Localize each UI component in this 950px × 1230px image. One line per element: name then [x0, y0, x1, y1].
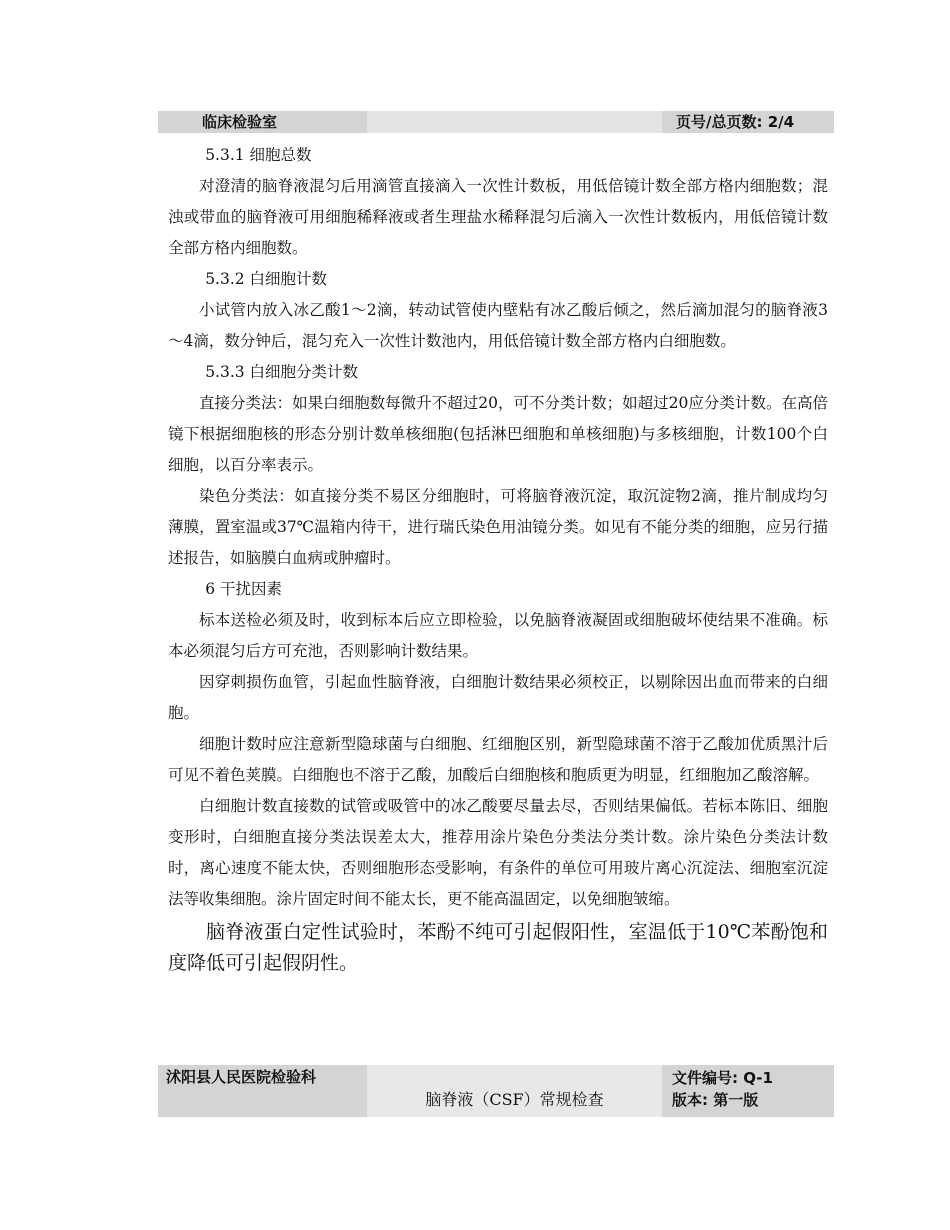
paragraph: 细胞计数时应注意新型隐球菌与白细胞、红细胞区别，新型隐球菌不溶于乙酸加优质黑汁后可见不着色荚膜。白细胞也不溶于乙酸，加酸后白细胞核和胞质更为明显，红细胞加乙酸溶解。 [168, 735, 828, 784]
section-heading-5-3-2: 5.3.2 白细胞计数 [205, 270, 328, 288]
paragraph: 白细胞计数直接数的试管或吸管中的冰乙酸要尽量去尽，否则结果偏低。若标本陈旧、细胞变形时，白细胞直接分类法误差太大，推荐用涂片染色分类法分类计数。涂片染色分类法计数时，离心速度不能太快，否则细胞形态受影响，有条件的单位可用玻片离心沉淀法、细胞室沉淀法等收集细胞。涂片固定时间不能太长，更不能高温固定，以免细胞皱缩。 [168, 797, 828, 908]
footer-hospital: 沭阳县人民医院检验科 [158, 1065, 367, 1117]
footer-document-number: 文件编号: Q-1 [672, 1069, 773, 1087]
header-spacer [367, 111, 662, 133]
section-heading-6: 6 干扰因素 [205, 580, 282, 598]
header-page-info: 页号/总页数: 2/4 [676, 113, 795, 131]
page-header [158, 111, 834, 133]
paragraph-large: 脑脊液蛋白定性试验时，苯酚不纯可引起假阳性，室温低于10℃苯酚饱和度降低可引起假阴性。 [168, 921, 828, 974]
section-heading-5-3-3: 5.3.3 白细胞分类计数 [205, 363, 359, 381]
paragraph: 因穿刺损伤血管，引起血性脑脊液，白细胞计数结果必须校正，以剔除因出血而带来的白细胞。 [168, 673, 828, 722]
page-footer [158, 1065, 834, 1117]
section-heading-5-3-1: 5.3.1 细胞总数 [205, 146, 312, 164]
footer-version: 版本: 第一版 [672, 1091, 759, 1109]
paragraph: 染色分类法：如直接分类不易区分细胞时，可将脑脊液沉淀，取沉淀物2滴，推片制成均匀薄膜，置室温或37℃温箱内待干，进行瑞氏染色用油镜分类。如见有不能分类的细胞，应另行描述报告，如脑膜白血病或肿瘤时。 [168, 487, 828, 567]
paragraph: 标本送检必须及时，收到标本后应立即检验，以免脑脊液凝固或细胞破坏使结果不准确。标本必须混匀后方可充池，否则影响计数结果。 [168, 611, 828, 660]
footer-document-title: 脑脊液（CSF）常规检查 [367, 1065, 662, 1117]
footer-meta [662, 1065, 834, 1117]
header-department: 临床检验室 [202, 113, 278, 131]
document-body [168, 140, 828, 979]
paragraph: 直接分类法：如果白细胞数每微升不超过20，可不分类计数；如超过20应分类计数。在高倍镜下根据细胞核的形态分别计数单核细胞(包括淋巴细胞和单核细胞)与多核细胞，计数100个白细胞，以百分率表示。 [168, 394, 828, 474]
paragraph: 小试管内放入冰乙酸1～2滴，转动试管使内壁粘有冰乙酸后倾之，然后滴加混匀的脑脊液3～4滴，数分钟后，混匀充入一次性计数池内，用低倍镜计数全部方格内白细胞数。 [168, 301, 828, 350]
paragraph: 对澄清的脑脊液混匀后用滴管直接滴入一次性计数板，用低倍镜计数全部方格内细胞数；混浊或带血的脑脊液可用细胞稀释液或者生理盐水稀释混匀后滴入一次性计数板内，用低倍镜计数全部方格内细胞数。 [168, 177, 828, 257]
